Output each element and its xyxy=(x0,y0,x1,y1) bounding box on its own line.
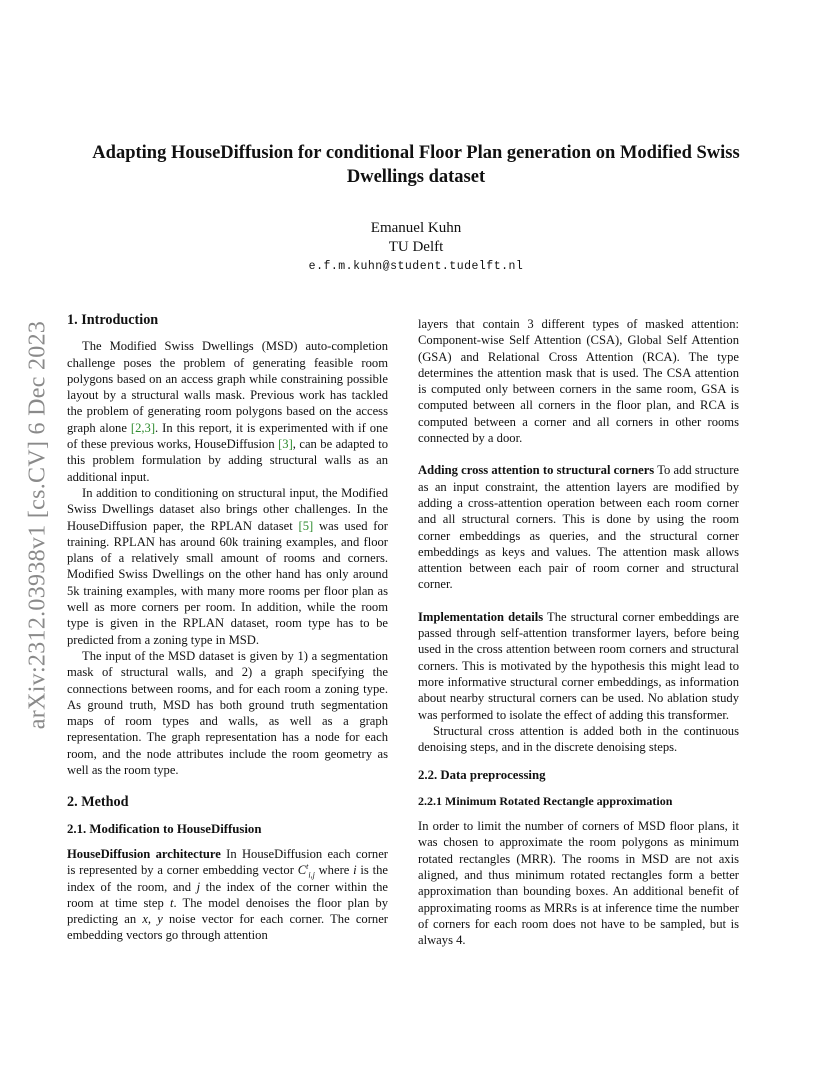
left-column xyxy=(67,312,388,944)
author-name: Emanuel Kuhn xyxy=(370,220,462,236)
arxiv-stamp xyxy=(20,290,56,760)
arxiv-id: arXiv:2312.03938v1 [cs.CV] 6 Dec 2023 xyxy=(24,320,51,730)
implementation-paragraph-2: Structural cross attention is added both in the continuous denoising steps, and in the discrete denoising steps. xyxy=(418,723,739,755)
intro-paragraph-1: The Modified Swiss Dwellings (MSD) auto-completion challenge poses the problem of generating feasible room polygons based on an access graph while constraining possible layout by a structural walls mask. Previous work has tackled the problem of generating room polygons based on the access graph alone [2,3]. In this report, it is experimented with if one of these previous works, HouseDiffusion [3], can be adapted to this problem formulation by adding structural walls as an additional input. xyxy=(67,339,389,484)
cross-attention-paragraph: Adding cross attention to structural corners To add structure as an input constraint, the attention layers are modified by adding a cross-attention operation between each room corner and all structural corners. This is done by using the room corner embeddings as queries, and the structural corner embeddings as keys and values. The attention mask allows attention between each pair of room corner and structural corner. xyxy=(418,463,739,592)
author-affiliation: TU Delft xyxy=(388,239,444,255)
architecture-paragraph: HouseDiffusion architecture In HouseDiffusion each corner is represented by a corner embedding vector $C^t_{i,j}$ where i is the index of the room, and j the index of the corner within the room at time step t. The model denoises the floor plan by predicting an x, y noise vector for each corner. The corner embedding vectors go through attention xyxy=(67,846,389,943)
subsection-heading-preprocessing: 2.2. Data preprocessing xyxy=(418,768,546,783)
subsubsection-heading-mrr: 2.2.1 Minimum Rotated Rectangle approximation xyxy=(418,793,673,808)
citation-link[interactable]: [5] xyxy=(298,518,314,533)
intro-paragraph-2: In addition to conditioning on structural input, the Modified Swiss Dwellings dataset also brings other challenges. In the HouseDiffusion paper, the RPLAN dataset [5] was used for training. RPLAN has around 60k training examples, and floor plans of a relatively small amount of rooms and corners. Modified Swiss Dwellings on the other hand has only around 5k training examples, with many more rooms per floor plan as well as more corners per room. In addition, while the room type is given in the RPLAN dataset, room type has to be predicted from a zoning type in MSD. xyxy=(67,485,388,647)
architecture-paragraph-continued: layers that contain 3 different types of masked attention: Component-wise Self Attention (CSA), Global Self Attention (GSA) and Relational Cross Attention (RCA). The type determines the attention mask that is used. The CSA attention is computed only between corners in the same room, GSA is computed between all corners in the floor plan, and RCA is computed between a corner and all corners in other rooms connected by a door. xyxy=(418,317,739,446)
intro-paragraph-3: The input of the MSD dataset is given by 1) a segmentation mask of structural walls, and 2) a graph specifying the connections between rooms, and for each room a zoning type. As ground truth, MSD has both ground truth segmentation maps of room types and walls, as well as a graph representation. The graph representation has a node for each room, and the node attributes include the room geometry as well as the room type. xyxy=(67,648,388,778)
author-block xyxy=(66,219,766,277)
mrr-paragraph: In order to limit the number of corners of MSD floor plans, it was chosen to approximate the room polygons as minimum rotated rectangles (MRR). The rooms in MSD are not axis aligned, and thus minimum rotated rectangles form a better approximation than bounding boxes. An additional benefit of approximating rooms as MRRs is at inference time the number of corners for each room does not have to be sampled, but is always 4. xyxy=(418,819,739,948)
implementation-paragraph: Implementation details The structural corner embeddings are passed through self-attention transformer layers, before being used in the cross attention between room corners and structural corners. This is motivated by the hypothesis this might lead to more informative structural corner embeddings, as information about nearby structural corners can be used. No ablation study was performed to isolate the effect of adding this transformer. xyxy=(418,609,740,722)
citation-link[interactable]: [3] xyxy=(278,437,293,452)
right-column xyxy=(418,316,739,948)
subsection-heading-modification: 2.1. Modification to HouseDiffusion xyxy=(67,821,262,836)
author-email: e.f.m.kuhn@student.tudelft.nl xyxy=(308,260,524,273)
section-heading-introduction: 1. Introduction xyxy=(67,312,159,328)
paper-title: Adapting HouseDiffusion for conditional Floor Plan generation on Modified Swiss Dwellings dataset xyxy=(92,143,740,187)
section-heading-method: 2. Method xyxy=(67,794,129,811)
citation-link[interactable]: 3] xyxy=(144,420,156,435)
citation-link[interactable]: [2, xyxy=(130,420,145,435)
